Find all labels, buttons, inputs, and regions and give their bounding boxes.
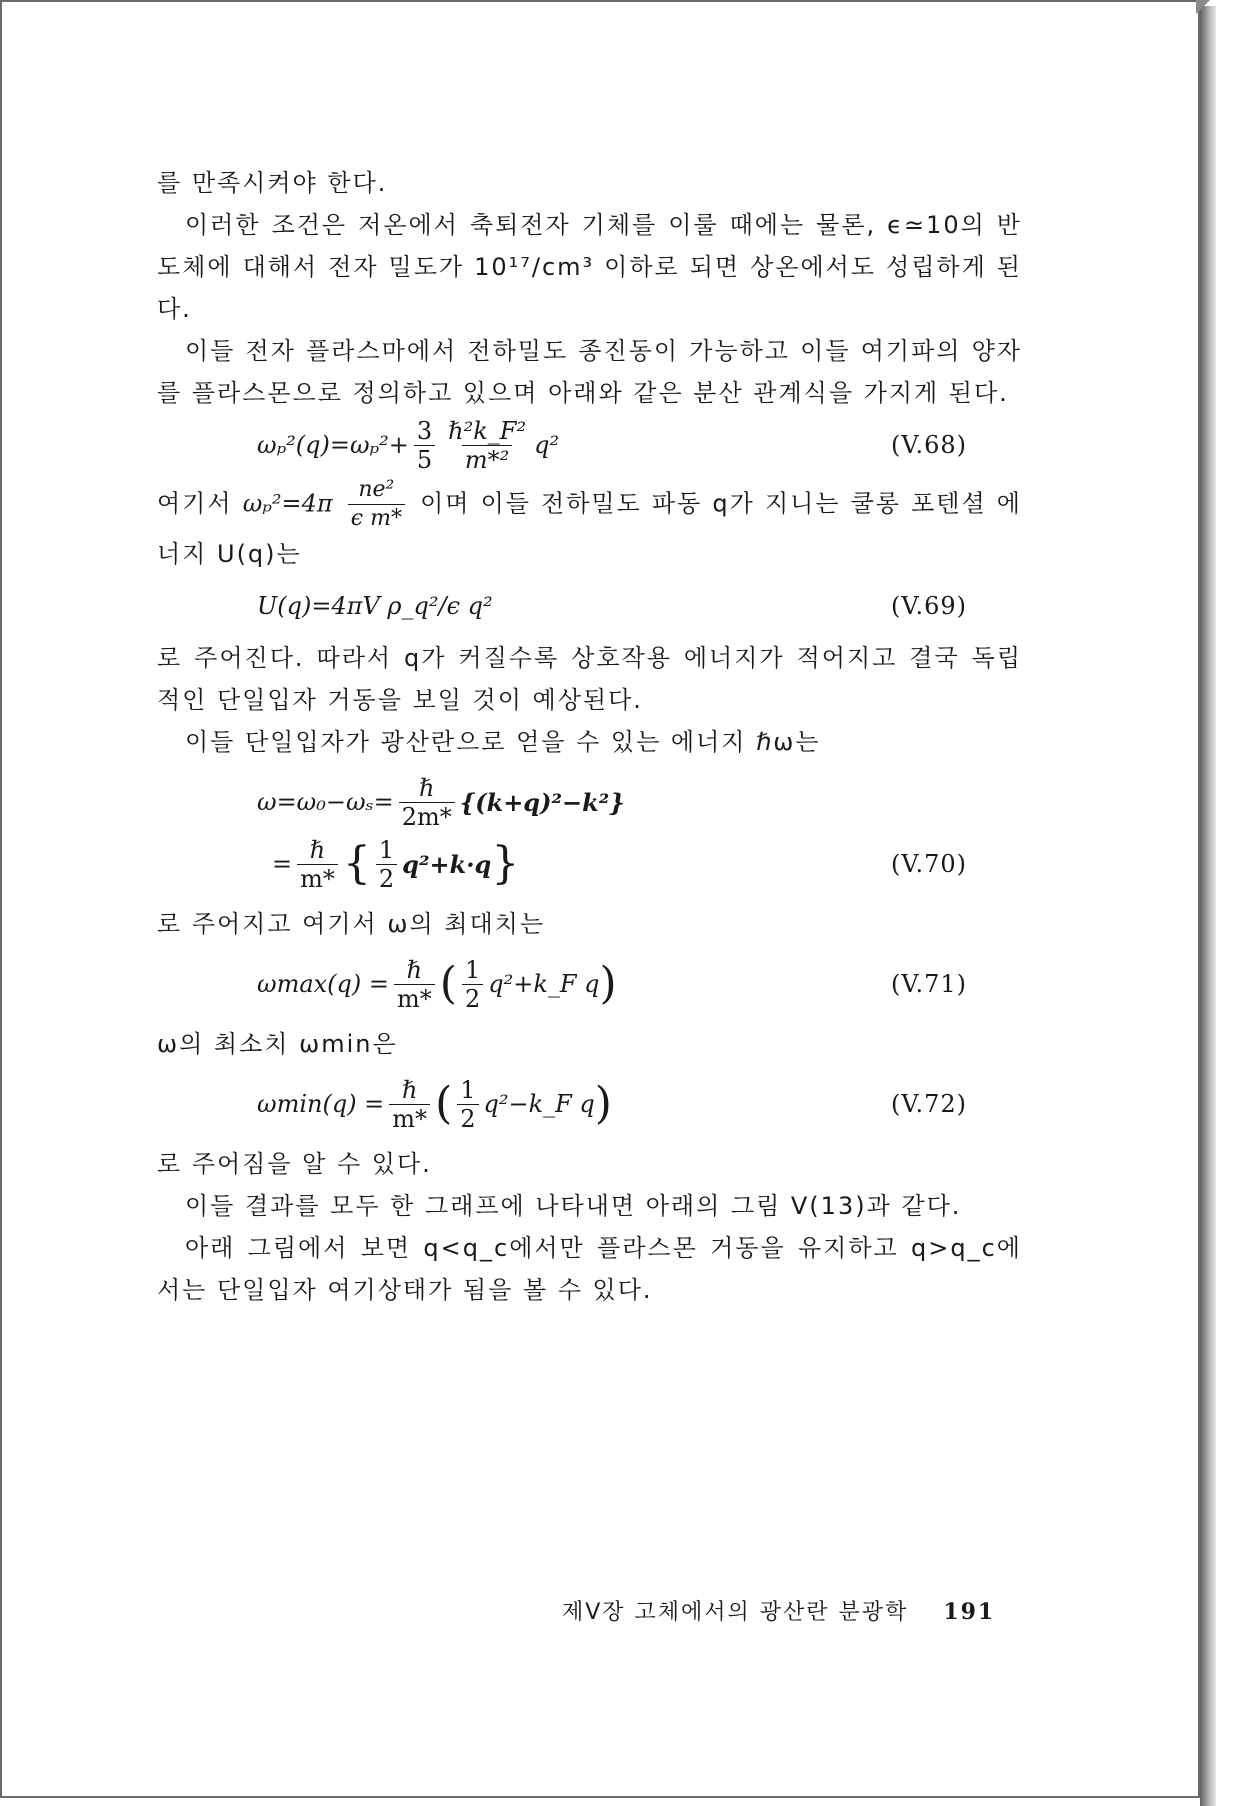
eq71-frac-denominator: m* — [394, 984, 435, 1013]
eq70-lhs: ω=ω₀−ωₛ= — [257, 788, 394, 816]
eq70-fraction-2 — [297, 836, 338, 893]
eq72-fraction — [389, 1076, 430, 1133]
paragraph-2: 이러한 조건은 저온에서 축퇴전자 기체를 이룰 때에는 물론, ϵ≃10의 반도체에 대해서 전자 밀도가 10¹⁷/cm³ 이하로 되면 상온에서도 성립하게 된다. — [157, 211, 1022, 323]
paragraph-10: 이들 결과를 모두 한 그래프에 나타내면 아래의 그림 V(13)과 같다. — [185, 1192, 962, 1220]
paragraph-6: 이들 단일입자가 광산란으로 얻을 수 있는 에너지 ℏω는 — [185, 728, 821, 756]
eq68-tail: q² — [534, 431, 560, 459]
eq72-tail: q²−k_F q — [483, 1090, 595, 1118]
eq70-tail-1: {(k+q)²−k²} — [459, 787, 625, 817]
eq71-frac-numerator: ℏ — [406, 955, 423, 984]
p4-text-b: 이며 이들 전하밀도 파동 q가 지니는 쿨롱 포텐셜 에너지 U(q)는 — [157, 489, 1022, 568]
equation-v72 — [157, 1073, 1022, 1135]
equation-v70-line1 — [157, 771, 1022, 833]
eq72-half-numerator: 1 — [460, 1075, 476, 1104]
eq70-frac1-denominator: 2m* — [399, 802, 455, 831]
paragraph-1: 를 만족시켜야 한다. — [157, 169, 388, 197]
equation-number-v71: (V.71) — [890, 970, 967, 998]
eq70-right-brace: } — [491, 838, 520, 889]
eq68-fraction-3-5 — [414, 417, 435, 474]
eq72-right-paren: ) — [594, 1078, 612, 1129]
eq71-fraction-half — [462, 956, 483, 1013]
eq70-tail-2: q²+k·q — [402, 849, 492, 879]
p4-plasma-freq: ωₚ²=4π — [242, 489, 333, 518]
paragraph-5: 로 주어진다. 따라서 q가 커질수록 상호작용 에너지가 적어지고 결국 독립적인 단일입자 거동을 보일 것이 예상된다. — [157, 644, 1022, 714]
page-edge-shadow — [1200, 6, 1216, 1806]
paragraph-4 — [157, 476, 1022, 575]
page-body — [157, 162, 1022, 1311]
eq71-half-denominator: 2 — [462, 984, 483, 1013]
eq70-half-numerator: 1 — [378, 835, 395, 864]
eq70-frac1-numerator: ℏ — [419, 773, 435, 802]
eq71-fraction — [394, 956, 435, 1013]
eq69-body: U(q)=4πV ρ_q²/ϵ q² — [257, 592, 493, 620]
page-number: 191 — [943, 1599, 996, 1625]
eq70-left-brace: { — [342, 838, 371, 889]
equation-v70-line2 — [157, 833, 1022, 895]
eq68-frac1-denominator: 5 — [414, 445, 435, 474]
paragraph-11: 아래 그림에서 보면 q<q_c에서만 플라스몬 거동을 유지하고 q>q_c에서는 단일입자 여기상태가 됨을 볼 수 있다. — [157, 1234, 1022, 1304]
eq71-left-paren: ( — [439, 958, 457, 1009]
paragraph-8: ω의 최소치 ωmin은 — [157, 1030, 398, 1058]
eq70-equals: = — [272, 850, 293, 878]
eq68-fraction-hbar — [445, 417, 529, 474]
equation-number-v70: (V.70) — [890, 850, 967, 878]
eq72-frac-denominator: m* — [389, 1104, 430, 1133]
eq70-frac2-numerator: ℏ — [309, 835, 326, 864]
eq72-fraction-half — [457, 1076, 478, 1133]
paragraph-3: 이들 전자 플라스마에서 전하밀도 종진동이 가능하고 이들 여기파의 양자를 플라스몬으로 정의하고 있으며 아래와 같은 분산 관계식을 가지게 된다. — [157, 337, 1022, 407]
eq68-frac1-numerator: 3 — [416, 416, 433, 445]
equation-number-v69: (V.69) — [890, 592, 967, 620]
p4-fraction-numerator: ne² — [358, 477, 395, 502]
eq70-half-denominator: 2 — [376, 864, 397, 893]
p4-text-a: 여기서 — [157, 489, 233, 518]
eq71-lhs: ωmax(q) = — [257, 970, 389, 998]
eq68-frac2-numerator: ℏ²k_F² — [448, 416, 527, 445]
equation-v68 — [157, 414, 1022, 476]
equation-v71 — [157, 953, 1022, 1015]
eq72-lhs: ωmin(q) = — [257, 1090, 385, 1118]
equation-v69 — [157, 575, 1022, 637]
eq70-fraction-1 — [399, 774, 455, 831]
p4-fraction-denominator: ϵ m* — [348, 504, 405, 533]
eq70-frac2-denominator: m* — [297, 864, 338, 893]
paragraph-7: 로 주어지고 여기서 ω의 최대치는 — [157, 910, 546, 938]
eq68-lhs: ωₚ²(q)=ωₚ²+ — [257, 431, 409, 459]
eq71-half-numerator: 1 — [464, 955, 481, 984]
paragraph-9: 로 주어짐을 알 수 있다. — [157, 1150, 432, 1178]
eq71-tail: q²+k_F q — [488, 970, 600, 998]
eq71-right-paren: ) — [599, 958, 617, 1009]
p4-fraction — [348, 476, 405, 533]
chapter-title: 제V장 고체에서의 광산란 분광학 — [562, 1600, 909, 1625]
eq72-frac-numerator: ℏ — [401, 1075, 418, 1104]
eq68-frac2-denominator: m*² — [462, 445, 512, 474]
page-corner-fold — [1196, 0, 1210, 14]
eq70-fraction-half — [376, 836, 397, 893]
eq72-half-denominator: 2 — [457, 1104, 478, 1133]
running-footer — [562, 1595, 995, 1626]
eq72-left-paren: ( — [435, 1078, 453, 1129]
equation-number-v72: (V.72) — [890, 1090, 967, 1118]
equation-number-v68: (V.68) — [890, 431, 967, 459]
